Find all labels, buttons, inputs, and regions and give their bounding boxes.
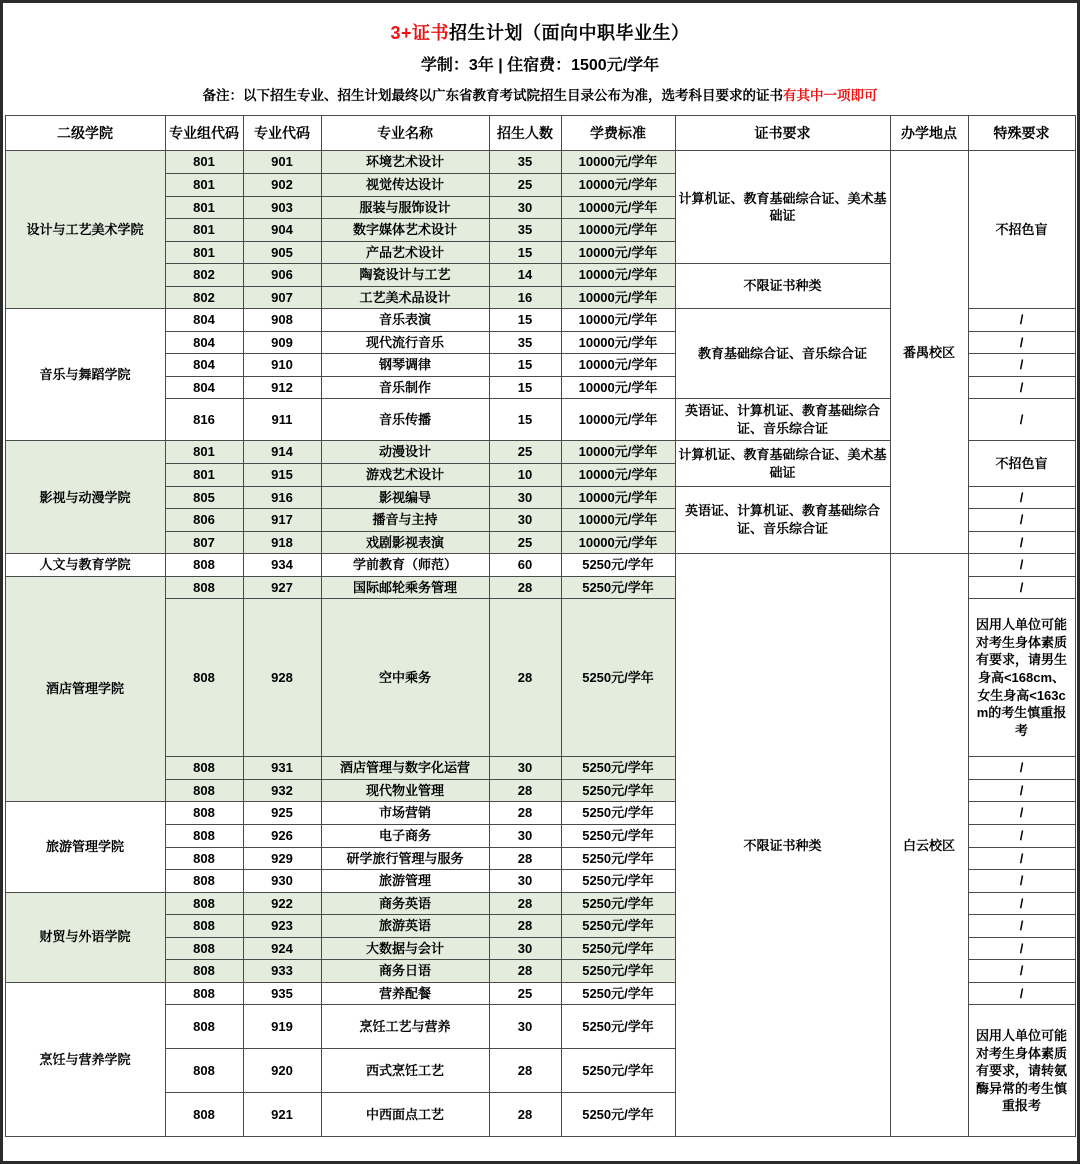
page-title: [17, 21, 1063, 46]
col-header-fee: 学费标准: [561, 116, 675, 151]
cell-fee: 5250元/学年: [561, 960, 675, 983]
cell-group-code: 808: [165, 1005, 243, 1049]
cell-major-name: 陶瓷设计与工艺: [321, 264, 489, 287]
cell-major-code: 935: [243, 982, 321, 1005]
cell-quota: 30: [489, 196, 561, 219]
cell-special: /: [968, 982, 1075, 1005]
col-header-campus: 办学地点: [890, 116, 968, 151]
cell-quota: 15: [489, 309, 561, 332]
cell-major-code: 903: [243, 196, 321, 219]
cell-quota: 28: [489, 802, 561, 825]
cell-quota: 30: [489, 509, 561, 532]
cell-group-code: 808: [165, 824, 243, 847]
cell-fee: 5250元/学年: [561, 915, 675, 938]
cell-fee: 10000元/学年: [561, 464, 675, 487]
cell-major-name: 视觉传达设计: [321, 174, 489, 197]
cell-major-code: 904: [243, 219, 321, 242]
cell-special: /: [968, 802, 1075, 825]
cell-group-code: 801: [165, 241, 243, 264]
cell-fee: 5250元/学年: [561, 982, 675, 1005]
cell-group-code: 808: [165, 1049, 243, 1093]
cell-major-name: 大数据与会计: [321, 937, 489, 960]
cell-major-name: 旅游管理: [321, 870, 489, 893]
cell-quota: 30: [489, 824, 561, 847]
page-header: [3, 3, 1077, 115]
cell-quota: 30: [489, 870, 561, 893]
cell-special: /: [968, 915, 1075, 938]
cell-fee: 10000元/学年: [561, 509, 675, 532]
cell-fee: 10000元/学年: [561, 264, 675, 287]
cell-major-code: 923: [243, 915, 321, 938]
cell-major-code: 929: [243, 847, 321, 870]
cell-major-name: 电子商务: [321, 824, 489, 847]
cell-major-name: 环境艺术设计: [321, 151, 489, 174]
cell-quota: 25: [489, 531, 561, 554]
cell-cert: 教育基础综合证、音乐综合证: [675, 309, 890, 399]
col-header-group-code: 专业组代码: [165, 116, 243, 151]
cell-special: /: [968, 554, 1075, 577]
cell-quota: 15: [489, 376, 561, 399]
cell-cert: 英语证、计算机证、教育基础综合证、音乐综合证: [675, 399, 890, 441]
cell-campus: 番禺校区: [890, 151, 968, 554]
cell-fee: 10000元/学年: [561, 286, 675, 309]
cell-major-code: 931: [243, 757, 321, 780]
cell-group-code: 808: [165, 576, 243, 599]
cell-special: 因用人单位可能对考生身体素质有要求，请转氨酶异常的考生慎重报考: [968, 1005, 1075, 1137]
cell-group-code: 808: [165, 960, 243, 983]
cell-group-code: 806: [165, 509, 243, 532]
cell-fee: 10000元/学年: [561, 331, 675, 354]
cell-major-code: 916: [243, 486, 321, 509]
cell-college: 人文与教育学院: [5, 554, 165, 577]
cell-college: 旅游管理学院: [5, 802, 165, 892]
cell-group-code: 808: [165, 982, 243, 1005]
cell-major-name: 影视编导: [321, 486, 489, 509]
cell-major-name: 产品艺术设计: [321, 241, 489, 264]
cell-major-code: 920: [243, 1049, 321, 1093]
cell-college: 烹饪与营养学院: [5, 982, 165, 1137]
cell-quota: 30: [489, 486, 561, 509]
cell-special: /: [968, 779, 1075, 802]
cell-major-name: 戏剧影视表演: [321, 531, 489, 554]
enrollment-plan-table: [5, 115, 1076, 1137]
cell-quota: 28: [489, 915, 561, 938]
cell-group-code: 802: [165, 264, 243, 287]
cell-major-code: 925: [243, 802, 321, 825]
cell-group-code: 808: [165, 599, 243, 757]
cell-group-code: 808: [165, 1093, 243, 1137]
cell-group-code: 808: [165, 779, 243, 802]
cell-group-code: 801: [165, 151, 243, 174]
cell-major-code: 934: [243, 554, 321, 577]
cell-quota: 25: [489, 441, 561, 464]
cell-major-name: 服装与服饰设计: [321, 196, 489, 219]
cell-fee: 5250元/学年: [561, 870, 675, 893]
cell-special: /: [968, 892, 1075, 915]
cell-major-code: 910: [243, 354, 321, 377]
cell-major-name: 现代流行音乐: [321, 331, 489, 354]
cell-fee: 10000元/学年: [561, 486, 675, 509]
cell-group-code: 802: [165, 286, 243, 309]
cell-college: 酒店管理学院: [5, 576, 165, 802]
cell-major-code: 912: [243, 376, 321, 399]
cell-quota: 28: [489, 576, 561, 599]
cell-major-code: 911: [243, 399, 321, 441]
cell-quota: 28: [489, 847, 561, 870]
cell-major-name: 商务日语: [321, 960, 489, 983]
cell-major-name: 市场营销: [321, 802, 489, 825]
cell-group-code: 804: [165, 331, 243, 354]
cell-fee: 10000元/学年: [561, 174, 675, 197]
col-header-major-name: 专业名称: [321, 116, 489, 151]
cell-fee: 5250元/学年: [561, 779, 675, 802]
cell-quota: 35: [489, 151, 561, 174]
cell-special: /: [968, 309, 1075, 332]
cell-major-code: 908: [243, 309, 321, 332]
cell-special: 不招色盲: [968, 441, 1075, 486]
cell-special: /: [968, 847, 1075, 870]
cell-college: 影视与动漫学院: [5, 441, 165, 554]
cell-major-name: 旅游英语: [321, 915, 489, 938]
col-header-cert: 证书要求: [675, 116, 890, 151]
cell-quota: 28: [489, 960, 561, 983]
cell-group-code: 808: [165, 870, 243, 893]
cell-cert: 不限证书种类: [675, 554, 890, 1137]
cell-quota: 14: [489, 264, 561, 287]
cell-group-code: 808: [165, 802, 243, 825]
cell-major-code: 901: [243, 151, 321, 174]
cell-fee: 10000元/学年: [561, 399, 675, 441]
cell-fee: 10000元/学年: [561, 531, 675, 554]
cell-quota: 30: [489, 937, 561, 960]
cell-group-code: 808: [165, 757, 243, 780]
cell-fee: 5250元/学年: [561, 599, 675, 757]
cell-major-code: 932: [243, 779, 321, 802]
cell-fee: 10000元/学年: [561, 151, 675, 174]
cell-group-code: 801: [165, 441, 243, 464]
cell-group-code: 801: [165, 174, 243, 197]
cell-quota: 15: [489, 241, 561, 264]
cell-quota: 16: [489, 286, 561, 309]
cell-special: /: [968, 486, 1075, 509]
cell-fee: 5250元/学年: [561, 576, 675, 599]
cell-cert: 计算机证、教育基础综合证、美术基础证: [675, 441, 890, 486]
cell-major-code: 914: [243, 441, 321, 464]
page-note: [17, 87, 1063, 106]
cell-campus: 白云校区: [890, 554, 968, 1137]
table-row: [5, 554, 1075, 577]
cell-fee: 10000元/学年: [561, 196, 675, 219]
cell-group-code: 816: [165, 399, 243, 441]
cell-quota: 10: [489, 464, 561, 487]
cell-fee: 5250元/学年: [561, 554, 675, 577]
col-header-college: 二级学院: [5, 116, 165, 151]
cell-group-code: 808: [165, 915, 243, 938]
cell-special: /: [968, 531, 1075, 554]
cell-fee: 10000元/学年: [561, 219, 675, 242]
cell-major-name: 中西面点工艺: [321, 1093, 489, 1137]
col-header-special: 特殊要求: [968, 116, 1075, 151]
cell-major-name: 钢琴调律: [321, 354, 489, 377]
cell-major-name: 商务英语: [321, 892, 489, 915]
cell-group-code: 808: [165, 847, 243, 870]
table-row: [5, 151, 1075, 174]
cell-fee: 5250元/学年: [561, 824, 675, 847]
cell-group-code: 801: [165, 219, 243, 242]
cell-fee: 10000元/学年: [561, 354, 675, 377]
cell-quota: 30: [489, 1005, 561, 1049]
cell-quota: 15: [489, 399, 561, 441]
cell-major-code: 909: [243, 331, 321, 354]
cell-fee: 5250元/学年: [561, 757, 675, 780]
cell-group-code: 804: [165, 376, 243, 399]
cell-college: 财贸与外语学院: [5, 892, 165, 982]
cell-group-code: 804: [165, 354, 243, 377]
cell-special: 因用人单位可能对考生身体素质有要求，请男生身高<168cm、女生身高<163cm的考生慎重报考: [968, 599, 1075, 757]
cell-major-name: 游戏艺术设计: [321, 464, 489, 487]
table-header-row: [5, 116, 1075, 151]
cell-special: /: [968, 331, 1075, 354]
page-title-highlight: 3+证书: [390, 23, 450, 43]
cell-cert: 英语证、计算机证、教育基础综合证、音乐综合证: [675, 486, 890, 554]
cell-fee: 5250元/学年: [561, 1049, 675, 1093]
cell-major-name: 工艺美术品设计: [321, 286, 489, 309]
cell-major-name: 播音与主持: [321, 509, 489, 532]
cell-major-code: 906: [243, 264, 321, 287]
page-title-rest: 招生计划（面向中职毕业生）: [449, 23, 690, 43]
cell-major-code: 905: [243, 241, 321, 264]
cell-group-code: 804: [165, 309, 243, 332]
cell-major-name: 学前教育（师范）: [321, 554, 489, 577]
cell-special: /: [968, 509, 1075, 532]
cell-quota: 28: [489, 1049, 561, 1093]
cell-quota: 28: [489, 779, 561, 802]
cell-major-name: 音乐制作: [321, 376, 489, 399]
cell-group-code: 801: [165, 196, 243, 219]
cell-major-code: 926: [243, 824, 321, 847]
cell-group-code: 805: [165, 486, 243, 509]
cell-fee: 5250元/学年: [561, 1005, 675, 1049]
cell-special: /: [968, 376, 1075, 399]
cell-major-name: 营养配餐: [321, 982, 489, 1005]
cell-quota: 30: [489, 757, 561, 780]
cell-fee: 10000元/学年: [561, 376, 675, 399]
cell-major-name: 现代物业管理: [321, 779, 489, 802]
cell-fee: 5250元/学年: [561, 1093, 675, 1137]
col-header-major-code: 专业代码: [243, 116, 321, 151]
cell-special: /: [968, 960, 1075, 983]
cell-special: /: [968, 576, 1075, 599]
cell-college: 设计与工艺美术学院: [5, 151, 165, 309]
cell-major-code: 924: [243, 937, 321, 960]
cell-fee: 10000元/学年: [561, 441, 675, 464]
cell-major-code: 915: [243, 464, 321, 487]
col-header-quota: 招生人数: [489, 116, 561, 151]
cell-major-code: 917: [243, 509, 321, 532]
cell-fee: 10000元/学年: [561, 309, 675, 332]
cell-quota: 28: [489, 1093, 561, 1137]
cell-major-name: 动漫设计: [321, 441, 489, 464]
cell-cert: 计算机证、教育基础综合证、美术基础证: [675, 151, 890, 264]
cell-major-name: 空中乘务: [321, 599, 489, 757]
cell-major-name: 音乐传播: [321, 399, 489, 441]
cell-group-code: 808: [165, 892, 243, 915]
cell-group-code: 808: [165, 937, 243, 960]
cell-quota: 25: [489, 174, 561, 197]
cell-quota: 35: [489, 219, 561, 242]
cell-major-code: 933: [243, 960, 321, 983]
cell-fee: 5250元/学年: [561, 802, 675, 825]
cell-quota: 25: [489, 982, 561, 1005]
cell-special: /: [968, 354, 1075, 377]
cell-fee: 5250元/学年: [561, 847, 675, 870]
cell-major-code: 930: [243, 870, 321, 893]
cell-major-name: 研学旅行管理与服务: [321, 847, 489, 870]
cell-major-name: 数字媒体艺术设计: [321, 219, 489, 242]
cell-major-code: 919: [243, 1005, 321, 1049]
cell-group-code: 801: [165, 464, 243, 487]
cell-special: /: [968, 937, 1075, 960]
page-note-highlight: 有其中一项即可: [783, 87, 878, 103]
cell-major-name: 国际邮轮乘务管理: [321, 576, 489, 599]
cell-major-code: 927: [243, 576, 321, 599]
cell-major-name: 西式烹饪工艺: [321, 1049, 489, 1093]
cell-major-name: 酒店管理与数字化运营: [321, 757, 489, 780]
cell-college: 音乐与舞蹈学院: [5, 309, 165, 441]
cell-group-code: 807: [165, 531, 243, 554]
cell-cert: 不限证书种类: [675, 264, 890, 309]
cell-major-code: 921: [243, 1093, 321, 1137]
cell-major-name: 音乐表演: [321, 309, 489, 332]
cell-special: /: [968, 824, 1075, 847]
cell-quota: 15: [489, 354, 561, 377]
cell-major-code: 928: [243, 599, 321, 757]
cell-special: /: [968, 399, 1075, 441]
page-subtitle: 学制：3年 | 住宿费：1500元/学年: [420, 57, 660, 75]
cell-group-code: 808: [165, 554, 243, 577]
cell-quota: 28: [489, 892, 561, 915]
cell-major-code: 907: [243, 286, 321, 309]
cell-special: /: [968, 870, 1075, 893]
cell-quota: 35: [489, 331, 561, 354]
cell-fee: 5250元/学年: [561, 892, 675, 915]
cell-major-code: 918: [243, 531, 321, 554]
cell-fee: 5250元/学年: [561, 937, 675, 960]
cell-quota: 60: [489, 554, 561, 577]
cell-major-code: 902: [243, 174, 321, 197]
page-note-black: 备注：以下招生专业、招生计划最终以广东省教育考试院招生目录公布为准，选考科目要求的证书: [202, 87, 783, 103]
cell-major-name: 烹饪工艺与营养: [321, 1005, 489, 1049]
cell-special: /: [968, 757, 1075, 780]
cell-quota: 28: [489, 599, 561, 757]
cell-special: 不招色盲: [968, 151, 1075, 309]
cell-major-code: 922: [243, 892, 321, 915]
cell-fee: 10000元/学年: [561, 241, 675, 264]
